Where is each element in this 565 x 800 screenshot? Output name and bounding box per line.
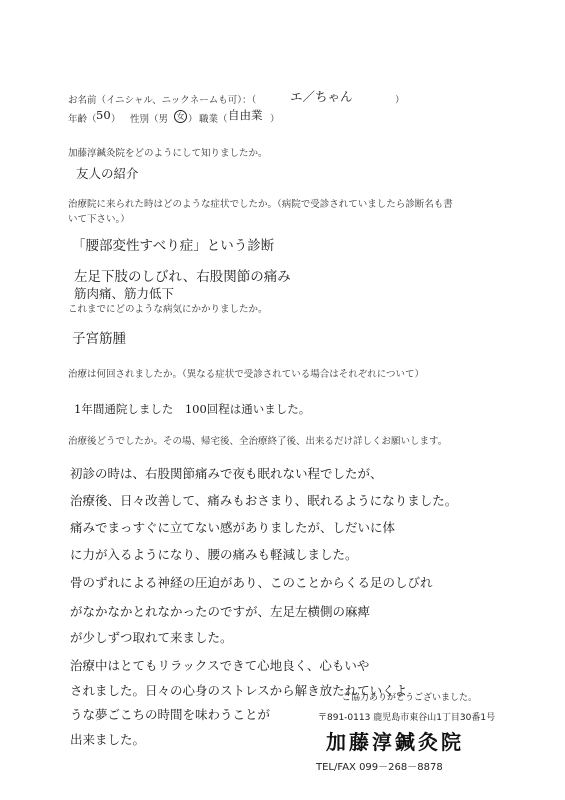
q5-line: 出来ました。 [70, 732, 146, 747]
q5-line: うな夢ごこちの時間を味わうことが [70, 707, 271, 722]
job-label: 職業（ [199, 114, 228, 125]
job-close: ） [270, 114, 280, 125]
age-label: 年齢（ [68, 114, 97, 125]
q4-answer: 1年間通院しました 100回程は通いました。 [74, 402, 311, 416]
q5-line: 初診の時は、右股関節痛みで夜も眠れない程でしたが、 [70, 466, 383, 481]
q5-line: 骨のずれによる神経の圧迫があり、このことからくる足のしびれ [70, 575, 433, 590]
q5-line: に力が入るようになり、腰の痛みも軽減しました。 [70, 547, 358, 562]
q1-answer: 友人の紹介 [76, 166, 139, 181]
q2-answer-line1: 「腰部変性すべり症」という診断 [72, 238, 275, 254]
q2-answer-line3: 筋肉痛、筋力低下 [74, 286, 175, 301]
q2-question-line2: いて下さい。） [68, 214, 130, 225]
name-label: お名前（イニシャル、ニックネームも可）：（ [68, 95, 257, 106]
job-value: 自由業 [228, 108, 263, 122]
q5-line: されました。日々の心身のストレスから解き放たれていくよ [70, 683, 408, 698]
q3-question: これまでにどのような病気にかかりましたか。 [68, 304, 268, 315]
name-value: エ／ちゃん [290, 89, 353, 104]
q3-answer: 子宮筋腫 [72, 331, 126, 347]
q5-question: 治療後どうでしたか。その場、帰宅後、全治療終了後、出来るだけ詳しくお願いします。 [68, 436, 448, 447]
tel-text: TEL/FAX 099－268－8878 [316, 762, 443, 773]
address-text: 〒891-0113 鹿児島市東谷山1丁目30番1号 [318, 713, 496, 723]
gender-close: ） [188, 114, 198, 125]
q2-answer-line2: 左足下肢のしびれ、右股関節の痛み [74, 269, 291, 285]
q5-line: 治療中はとてもリラックスできて心地良く、心もいや [70, 658, 370, 673]
q5-line: がなかなかとれなかったのですが、左足左横側の麻痺 [70, 604, 371, 619]
q5-line: 治療後、日々改善して、痛みもおさまり、眠れるようになりました。 [70, 493, 458, 508]
q4-question: 治療は何回されましたか。（異なる症状で受診されている場合はそれぞれについて） [68, 369, 425, 380]
name-close: ） [395, 95, 405, 106]
q5-line: 痛みでまっすぐに立てない感がありましたが、しだいに体 [70, 520, 396, 535]
gender-label: 性別（男 [130, 114, 169, 125]
age-close: ） [111, 114, 121, 125]
q5-line: が少しずつ取れて来ました。 [70, 630, 233, 645]
clinic-name: 加藤淳鍼灸院 [326, 730, 464, 754]
age-value: 50 [96, 108, 111, 122]
q1-question: 加藤淳鍼灸院をどのようにして知りましたか。 [68, 148, 268, 159]
q2-question-line1: 治療院に来られた時はどのような症状でしたか。（病院で受診されていましたら診断名も書 [68, 199, 453, 210]
gender-circled: 女 [174, 110, 187, 123]
thanks-text: ご協力ありがとうございました。 [342, 693, 478, 703]
